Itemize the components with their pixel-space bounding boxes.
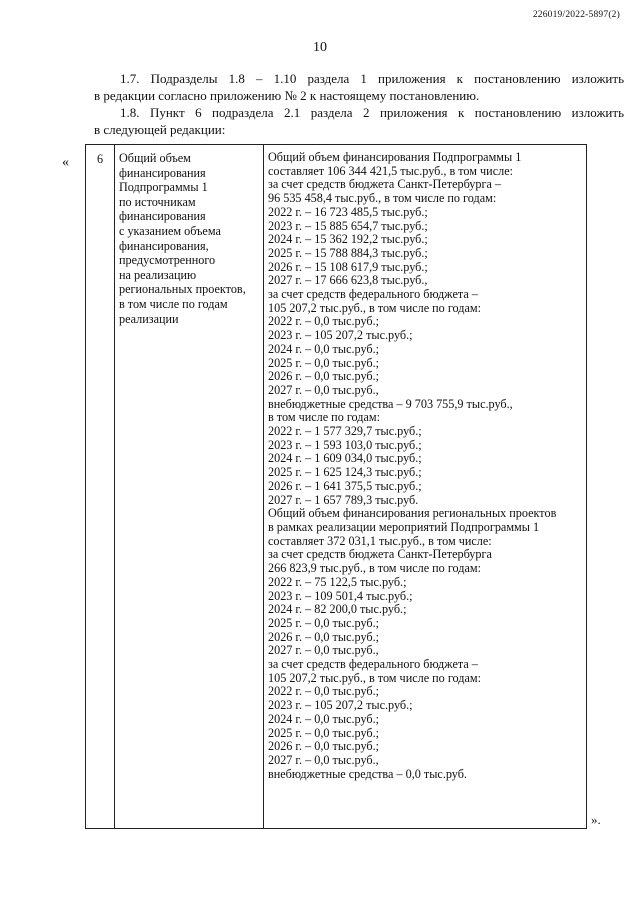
content-line: 2023 г. – 1 593 103,0 тыс.руб.;	[268, 437, 422, 452]
content-line: 2026 г. – 0,0 тыс.руб.;	[268, 369, 380, 384]
label-line: финансирования	[119, 209, 206, 224]
content-line: 2027 г. – 0,0 тыс.руб.,	[268, 382, 379, 397]
content-line: 2025 г. – 15 788 884,3 тыс.руб.;	[268, 245, 428, 260]
content-line: 2022 г. – 16 723 485,5 тыс.руб.;	[268, 204, 428, 219]
label-line: Подпрограммы 1	[119, 180, 208, 195]
table-row	[86, 145, 587, 829]
content-line: 2027 г. – 1 657 789,3 тыс.руб.	[268, 492, 419, 507]
financing-table	[85, 144, 587, 829]
content-line: в рамках реализации мероприятий Подпрограммы 1	[268, 519, 540, 534]
label-line: с указанием объема	[119, 223, 221, 238]
content-line: составляет 372 031,1 тыс.руб., в том числе:	[268, 533, 492, 548]
content-line: в том числе по годам:	[268, 410, 380, 425]
content-line: 2022 г. – 1 577 329,7 тыс.руб.;	[268, 424, 422, 439]
content-line: 2024 г. – 15 362 192,2 тыс.руб.;	[268, 232, 428, 247]
row-content-cell	[264, 145, 587, 829]
content-line: 96 535 458,4 тыс.руб., в том числе по годам:	[268, 191, 497, 206]
content-line: за счет средств бюджета Санкт-Петербурга	[268, 547, 492, 562]
content-line: 2026 г. – 1 641 375,5 тыс.руб.;	[268, 478, 422, 493]
content-line: внебюджетные средства – 9 703 755,9 тыс.руб.,	[268, 396, 513, 411]
content-line: 2027 г. – 17 666 623,8 тыс.руб.,	[268, 273, 428, 288]
paragraph-1-8-line-1: 1.8. Пункт 6 подраздела 2.1 раздела 2 приложения к постановлению изложить	[120, 105, 624, 120]
paragraph-1-7-line-2: в редакции согласно приложению № 2 к настоящему постановлению.	[94, 88, 480, 103]
content-line: 2026 г. – 0,0 тыс.руб.;	[268, 629, 380, 644]
content-line: 2026 г. – 0,0 тыс.руб.;	[268, 739, 380, 754]
paragraph-1-8-line-2: в следующей редакции:	[94, 122, 226, 137]
content-line: 2024 г. – 0,0 тыс.руб.;	[268, 341, 380, 356]
content-line: 2022 г. – 75 122,5 тыс.руб.;	[268, 574, 407, 589]
content-line: 2022 г. – 0,0 тыс.руб.;	[268, 314, 380, 329]
paragraph-1-7	[94, 70, 624, 104]
content-line: 2023 г. – 105 207,2 тыс.руб.;	[268, 698, 413, 713]
row-label-cell	[115, 145, 264, 829]
content-line: 105 207,2 тыс.руб., в том числе по годам:	[268, 300, 481, 315]
content-line: 2022 г. – 0,0 тыс.руб.;	[268, 684, 380, 699]
content-line: за счет средств бюджета Санкт-Петербурга –	[268, 177, 502, 192]
label-line: предусмотренного	[119, 253, 216, 268]
content-line: 2023 г. – 109 501,4 тыс.руб.;	[268, 588, 413, 603]
content-line: 2023 г. – 15 885 654,7 тыс.руб.;	[268, 218, 428, 233]
row-number-cell: 6	[86, 145, 115, 829]
label-line: финансирования,	[119, 238, 209, 253]
document-registration-number: 226019/2022-5897(2)	[532, 10, 620, 20]
content-line: 2024 г. – 0,0 тыс.руб.;	[268, 711, 380, 726]
content-line: 2027 г. – 0,0 тыс.руб.,	[268, 643, 379, 658]
content-line: Общий объем финансирования Подпрограммы 1	[268, 150, 522, 164]
content-line: 2025 г. – 0,0 тыс.руб.;	[268, 725, 380, 740]
content-line: 2024 г. – 1 609 034,0 тыс.руб.;	[268, 451, 422, 466]
content-line: 2025 г. – 1 625 124,3 тыс.руб.;	[268, 465, 422, 480]
content-line: 105 207,2 тыс.руб., в том числе по годам:	[268, 670, 481, 685]
label-line: региональных проектов,	[119, 282, 246, 297]
content-line: за счет средств федерального бюджета –	[268, 287, 478, 302]
content-line: 266 823,9 тыс.руб., в том числе по годам:	[268, 561, 481, 576]
page-number: 10	[313, 40, 327, 55]
content-line: 2027 г. – 0,0 тыс.руб.,	[268, 752, 379, 767]
content-line: 2025 г. – 0,0 тыс.руб.;	[268, 615, 380, 630]
label-line: реализации	[119, 311, 179, 326]
content-line: за счет средств федерального бюджета –	[268, 657, 478, 672]
content-line: Общий объем финансирования региональных проектов	[268, 506, 557, 521]
content-line: внебюджетные средства – 0,0 тыс.руб.	[268, 766, 467, 781]
label-line: по источникам	[119, 194, 196, 209]
closing-quote-mark: ».	[591, 812, 601, 827]
paragraph-1-7-line-1: 1.7. Подразделы 1.8 – 1.10 раздела 1 приложения к постановлению изложить	[120, 71, 624, 86]
opening-quote-mark: «	[62, 155, 69, 170]
content-line: 2025 г. – 0,0 тыс.руб.;	[268, 355, 380, 370]
label-line: в том числе по годам	[119, 296, 228, 311]
content-line: 2026 г. – 15 108 617,9 тыс.руб.;	[268, 259, 428, 274]
content-line: 2023 г. – 105 207,2 тыс.руб.;	[268, 328, 413, 343]
label-line: Общий объем	[119, 151, 191, 165]
label-line: финансирования	[119, 165, 206, 180]
paragraph-1-8	[94, 104, 624, 138]
content-line: составляет 106 344 421,5 тыс.руб., в том числе:	[268, 163, 513, 178]
content-line: 2024 г. – 82 200,0 тыс.руб.;	[268, 602, 407, 617]
label-line: на реализацию	[119, 267, 197, 282]
